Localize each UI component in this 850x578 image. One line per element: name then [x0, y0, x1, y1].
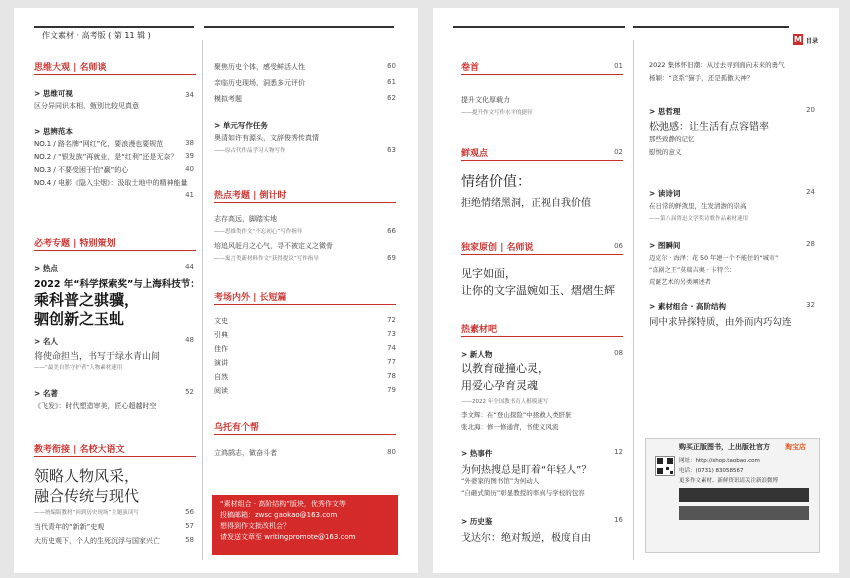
- promo-brand: 淘宝店: [785, 443, 806, 451]
- toc-item[interactable]: 培追风赶月之心气，寻不被定义之微骨: [214, 242, 333, 250]
- page-number: 34: [185, 91, 194, 99]
- contents-label: 目录: [806, 38, 819, 45]
- section-title: 必考专题 | 特别策划: [34, 239, 116, 249]
- sub-heading: > 热点: [34, 264, 58, 273]
- section-rule: [461, 160, 623, 161]
- toc-item[interactable]: NO.3 / 不要受困于怕“赢”的心: [34, 166, 129, 174]
- page-number: 60: [387, 62, 396, 70]
- page-number: 77: [387, 358, 396, 366]
- toc-subtitle: ——第八届鲁迅文学奖诗歌作品素材速用: [649, 216, 749, 222]
- toc-item[interactable]: 那些致静的记忆: [649, 135, 695, 143]
- section-rule: [214, 202, 396, 203]
- page-number: 44: [185, 263, 194, 271]
- toc-item[interactable]: 引典: [214, 331, 228, 339]
- sub-heading: > 思维可视: [34, 89, 73, 98]
- promo-url[interactable]: 网址：http://shop.taobao.com: [679, 458, 760, 464]
- toc-item[interactable]: 张北海：修一修通背，书使义风流: [461, 423, 559, 431]
- page-number: 24: [806, 188, 815, 196]
- page-number: 12: [614, 448, 623, 456]
- sub-heading: > 素材组合 · 高阶结构: [649, 302, 726, 311]
- toc-subtitle: ——“最美自然守护者”人物素材速用: [34, 365, 123, 371]
- page-number: 56: [185, 508, 194, 516]
- magazine-logo-icon: M: [794, 35, 802, 44]
- section-title: 乌托有个帮: [214, 423, 260, 433]
- section-title: 热点考题 | 倒计时: [214, 191, 287, 201]
- toc-item[interactable]: 让你的文字温婉如玉、熠熠生辉: [461, 284, 615, 297]
- page-number: 40: [185, 165, 194, 173]
- sub-heading: > 新人物: [461, 350, 493, 359]
- section-title: 考场内外 | 长短篇: [214, 293, 287, 303]
- toc-feature-title[interactable]: 乘科普之骐骥，: [34, 291, 140, 309]
- page-number: 28: [806, 240, 815, 248]
- section-rule: [34, 74, 196, 75]
- toc-item[interactable]: 见字如面，: [461, 267, 516, 280]
- page-number: 08: [614, 349, 623, 357]
- toc-item[interactable]: 佳作: [214, 345, 228, 353]
- toc-item[interactable]: 慰悦的意义: [649, 148, 682, 156]
- sub-heading: > 历史鉴: [461, 517, 493, 526]
- toc-item[interactable]: 奥清如许有源头，文辞俊秀传真情: [214, 134, 319, 142]
- page-number: 66: [387, 227, 396, 235]
- toc-item[interactable]: NO.1 / 路名牌“网红”化，要浪漫也要规范: [34, 140, 164, 148]
- left-page: [14, 8, 418, 573]
- page-number: 48: [185, 336, 194, 344]
- page-number: 06: [614, 242, 623, 250]
- toc-item[interactable]: NO.4 / 电影《隐入尘烟》：汲取土地中的精神能量: [34, 179, 188, 187]
- toc-subtitle: ——寓言类新材料作文“获得提议”写作指导: [214, 256, 319, 262]
- toc-item[interactable]: 演讲: [214, 359, 228, 367]
- toc-item[interactable]: 荒诞艺术的另类阐述者: [649, 279, 711, 286]
- page-number: 32: [806, 301, 815, 309]
- page-number: 58: [185, 536, 194, 544]
- toc-feature-title[interactable]: 领略人物风采，: [34, 467, 140, 485]
- page-number: 63: [387, 146, 396, 154]
- toc-item[interactable]: 将使命担当，书写于绿水青山间: [34, 352, 161, 362]
- section-rule: [461, 254, 623, 255]
- sub-heading: > 图瞬间: [649, 241, 681, 250]
- toc-subtitle: ——统编版教材“回到历史现场”主题演读写: [34, 510, 139, 516]
- page-number: 01: [614, 62, 623, 70]
- sub-heading: > 思哲理: [649, 107, 681, 116]
- section-title: 热素材吧: [461, 325, 498, 335]
- toc-item[interactable]: “外婆家的图书馆”为何动人: [461, 477, 540, 485]
- page-number: 02: [614, 148, 623, 156]
- masthead-bar: [453, 26, 625, 28]
- toc-item[interactable]: 《飞发》：时代塑造审美，匠心超越时空: [34, 402, 157, 410]
- section-title: 独家原创 | 名师说: [461, 243, 534, 253]
- sub-heading: > 思辨范本: [34, 127, 73, 136]
- toc-item[interactable]: 同中求异探特质，由外而内巧勾连: [649, 317, 792, 328]
- section-rule: [461, 74, 623, 75]
- page-number: 20: [806, 106, 815, 114]
- page-number: 38: [185, 139, 194, 147]
- page-number: 74: [387, 344, 396, 352]
- toc-headline[interactable]: 2022 年“科学探索奖”与上海科技节：: [34, 279, 200, 290]
- toc-item[interactable]: 李文辉：在“登山探险”中拯救人类肝脏: [461, 411, 572, 419]
- toc-subtitle: ——思维类作文“不忘初心”写作指导: [214, 229, 303, 235]
- toc-item[interactable]: NO.2 / “银发族”再就业，是“红利”还是无奈？: [34, 153, 178, 161]
- section-title: 教考衔接 | 名校大语文: [34, 445, 125, 455]
- sub-heading: > 读诗词: [649, 189, 681, 198]
- page-number: 80: [387, 448, 396, 456]
- toc-item[interactable]: 当代青年的“新新”史观: [34, 523, 105, 531]
- toc-item[interactable]: 聚焦历史个体，感受鲜活人性: [214, 63, 305, 71]
- toc-item[interactable]: 戈达尔：绝对叛逆，极度自由: [461, 533, 591, 544]
- page-number: 73: [387, 330, 396, 338]
- page-number: 61: [387, 78, 396, 86]
- notice-line: 想得到作文批改机会？: [220, 521, 290, 530]
- column-divider: [202, 40, 203, 560]
- toc-item[interactable]: 拒绝情绪黑洞，正视自我价值: [461, 198, 591, 209]
- page-number: 57: [185, 522, 194, 530]
- section-title: 鲜观点: [461, 149, 489, 159]
- section-title: 卷首: [461, 63, 480, 73]
- toc-item[interactable]: 阅读: [214, 387, 228, 395]
- toc-item[interactable]: 为何热搜总是盯着“年轻人”？: [461, 465, 592, 476]
- promo-banner: [679, 506, 809, 520]
- page-number: 41: [185, 191, 194, 199]
- section-title: 思维大观 | 名师谈: [34, 63, 107, 73]
- toc-item[interactable]: 文史: [214, 317, 228, 325]
- toc-item[interactable]: 杨颖：“丧系”猫手，还是孤傲天神？: [649, 74, 754, 82]
- toc-item[interactable]: 在日常的鲜敛里，生发清澹的崇高: [649, 202, 747, 210]
- sub-heading: > 单元写作任务: [214, 121, 268, 130]
- toc-item[interactable]: 立鸿鹄志，做奋斗者: [214, 449, 277, 457]
- toc-item[interactable]: 亲临历史现场，洞悉多元评价: [214, 79, 305, 87]
- promo-note: 更多作文素材、新鲜资讯请关注新浪微博: [679, 478, 779, 484]
- section-rule: [214, 304, 396, 305]
- toc-item[interactable]: 模拟考题: [214, 95, 242, 103]
- masthead-bar: [34, 26, 194, 28]
- toc-feature-title[interactable]: 融合传统与现代: [34, 487, 140, 505]
- page-number: 16: [614, 516, 623, 524]
- sub-heading: > 热事件: [461, 449, 493, 458]
- toc-item[interactable]: “喜剧之王”莫瑞吉奥 · 卡特兰：: [649, 267, 736, 274]
- toc-item[interactable]: 松弛感：让生活有点容错率: [649, 122, 769, 133]
- toc-item[interactable]: “自砸式简历”彰显教授的率真与学校的包容: [461, 489, 585, 497]
- promo-banner: [679, 488, 809, 502]
- section-rule: [34, 456, 196, 457]
- notice-line: “素材组合 · 高阶结构”版块，优秀作文等: [220, 500, 346, 508]
- toc-subtitle: ——原古代作品学习人物写作: [214, 148, 286, 154]
- qr-code-icon[interactable]: [655, 456, 675, 476]
- page-number: 52: [185, 388, 194, 396]
- promo-phone: 电话：(0731) 83058567: [679, 468, 744, 474]
- page-number: 69: [387, 254, 396, 262]
- masthead: 作文素材 · 高考版 ( 第 11 辑 ): [42, 31, 151, 40]
- section-rule: [34, 250, 196, 251]
- masthead-bar-right: [204, 26, 394, 28]
- toc-item[interactable]: 提升文化厚载力: [461, 96, 510, 104]
- sub-heading: > 名著: [34, 389, 58, 398]
- toc-item[interactable]: 区分异同识本相，甄别比较见真意: [34, 102, 139, 110]
- toc-feature-title[interactable]: 驷创新之玉虬: [34, 310, 125, 328]
- toc-subtitle: ——提升作文写作水平的捷径: [461, 110, 533, 116]
- promo-title: 购买正版图书，上出版社官方: [679, 443, 770, 451]
- toc-item[interactable]: 2022 集体怀旧潮：从过去寻到面向未来的勇气: [649, 61, 785, 69]
- page-number: 79: [387, 386, 396, 394]
- notice-email[interactable]: 请发送文章至 writingpromote@163.com: [220, 532, 356, 541]
- toc-item[interactable]: 大历史观下，个人的生死沉浮与国家兴亡: [34, 537, 160, 545]
- section-rule: [214, 434, 396, 435]
- section-rule: [461, 336, 623, 337]
- toc-item[interactable]: 迈克尔 · 海泽：花 50 年建一个不能住的“城市”: [649, 255, 779, 262]
- toc-item[interactable]: 志存高远，脚踏实地: [214, 215, 277, 223]
- submission-notice: [212, 495, 398, 555]
- page-number: 39: [185, 152, 194, 160]
- sub-heading: > 名人: [34, 337, 58, 346]
- notice-email[interactable]: 投稿邮箱：zwsc gaokao@163.com: [220, 510, 338, 519]
- page-number: 78: [387, 372, 396, 380]
- toc-subtitle: ——2022 年全国教书育人楷模速写: [461, 399, 549, 405]
- page-number: 62: [387, 94, 396, 102]
- toc-item[interactable]: 用爱心孕育灵魂: [461, 379, 538, 392]
- right-page: [433, 8, 839, 573]
- masthead-bar-right: [633, 26, 789, 28]
- column-divider: [633, 40, 634, 560]
- toc-feature-title[interactable]: 情绪价值：: [461, 174, 531, 190]
- toc-item[interactable]: 以教育碰撞心灵，: [461, 362, 549, 375]
- toc-item[interactable]: 自然: [214, 373, 228, 381]
- page-number: 72: [387, 316, 396, 324]
